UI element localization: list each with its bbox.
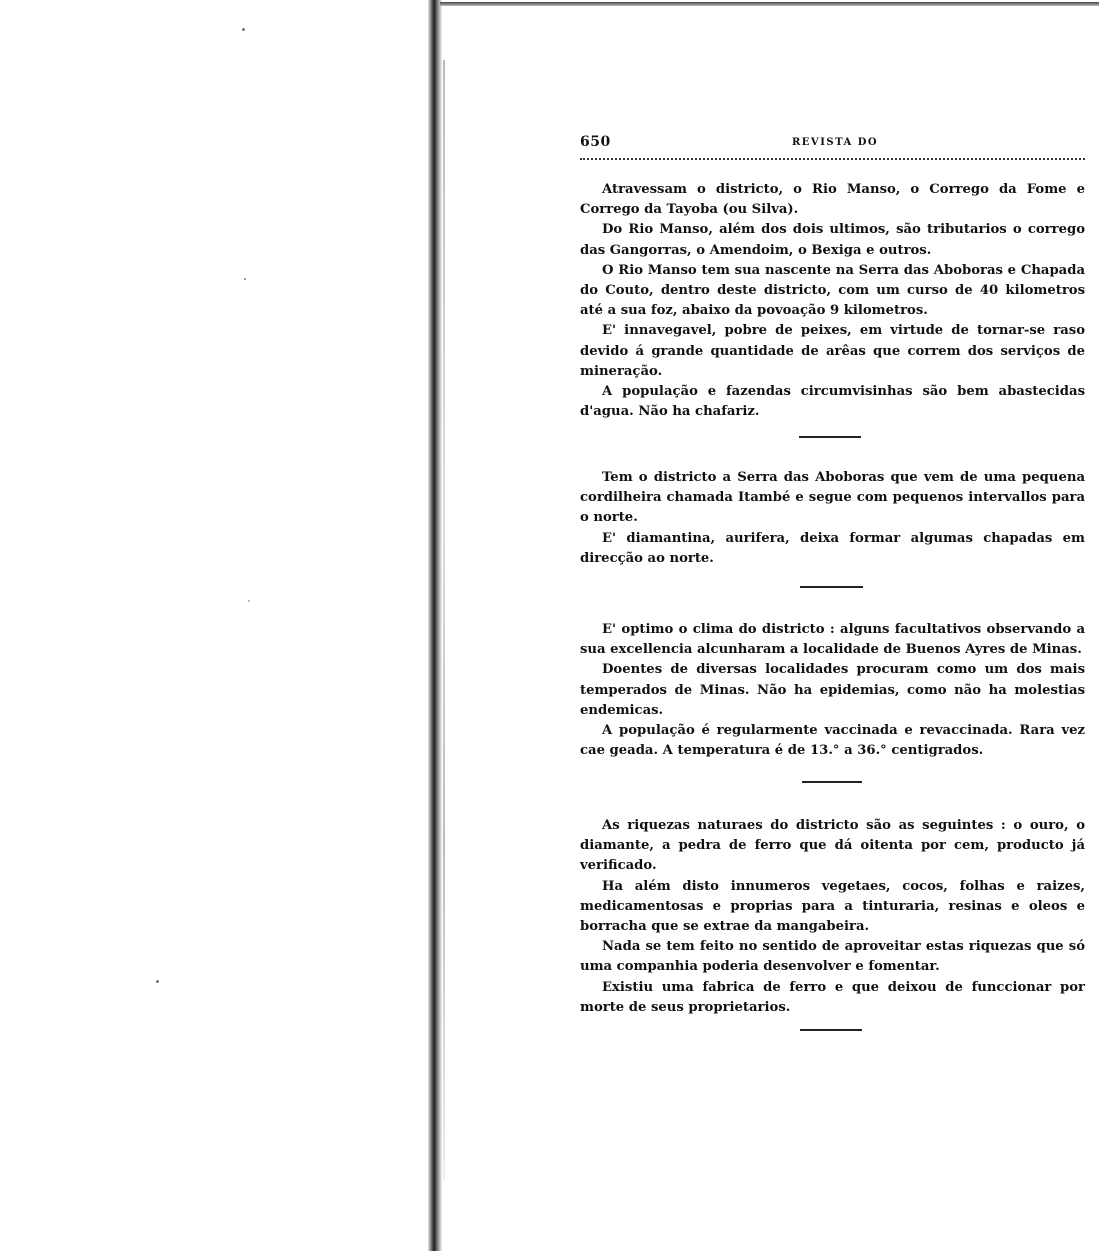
paragraph: Tem o districto a Serra das Aboboras que vem de uma pequena cordilheira chamada Itambé e segue com pequenos intervallos para o norte. (580, 470, 1085, 526)
blank-facing-page (0, 0, 430, 1251)
paragraph: Do Rio Manso, além dos dois ultimos, são tributarios o corrego das Gangorras, o Amendoim, o Bexiga e outros. (580, 222, 1085, 258)
header-rule (580, 158, 1085, 160)
paragraph: Ha além disto innumeros vegetaes, cocos, folhas e raizes, medicamentosas e proprias para a tinturaria, resinas e oleos e borracha que se extrae da mangabeira. (580, 878, 1085, 935)
section-divider (799, 436, 861, 438)
paper-speck (156, 980, 159, 983)
paragraph: Doentes de diversas localidades procuram como um dos mais temperados de Minas. Não ha epidemias, como não ha molestias endemicas. (580, 662, 1085, 718)
paragraph: E' diamantina, aurifera, deixa formar algumas chapadas em direcção ao norte. (580, 530, 1085, 566)
paragraph: E' optimo o clima do districto : alguns facultativos observando a sua excellencia alcunharam a localidade de Buenos Ayres de Minas. (580, 622, 1085, 658)
paragraph: A população e fazendas circumvisinhas são bem abastecidas d'agua. Não ha chafariz. (580, 384, 1085, 420)
paragraph: E' innavegavel, pobre de peixes, em virtude de tornar-se raso devido á grande quantidade de arêas que correm dos serviços de mineração. (580, 323, 1085, 379)
paragraph: Nada se tem feito no sentido de aproveitar estas riquezas que só uma companhia poderia desenvolver e fomentar. (580, 939, 1085, 975)
running-title: REVISTA DO (792, 137, 879, 148)
section-rivers (580, 180, 1085, 422)
page-number: 650 (580, 134, 611, 150)
section-mountains (580, 468, 1085, 569)
section-climate (580, 620, 1085, 761)
section-divider (802, 781, 862, 783)
paper-speck (242, 28, 245, 31)
paper-speck (244, 278, 246, 280)
book-binding-gutter (428, 0, 442, 1251)
paragraph: Existiu uma fabrica de ferro e que deixou de funccionar por morte de seus proprietarios. (580, 979, 1085, 1015)
page-header (580, 134, 1085, 156)
section-divider (800, 1029, 862, 1031)
paragraph: Atravessam o districto, o Rio Manso, o Corrego da Fome e Corrego da Tayoba (ou Silva). (580, 182, 1085, 218)
paragraph: O Rio Manso tem sua nascente na Serra das Aboboras e Chapada do Couto, dentro deste districto, com um curso de 40 kilometros até a sua foz, abaixo da povoação 9 kilometros. (580, 262, 1085, 319)
section-divider (800, 586, 863, 588)
section-natural-resources (580, 816, 1085, 1018)
paragraph: A população é regularmente vaccinada e revaccinada. Rara vez cae geada. A temperatura é de 13.° a 36.° centigrados. (580, 723, 1085, 759)
paragraph: As riquezas naturaes do districto são as seguintes : o ouro, o diamante, a pedra de ferro que dá oitenta por cem, producto já verificado. (580, 818, 1085, 874)
paper-speck (248, 600, 250, 602)
